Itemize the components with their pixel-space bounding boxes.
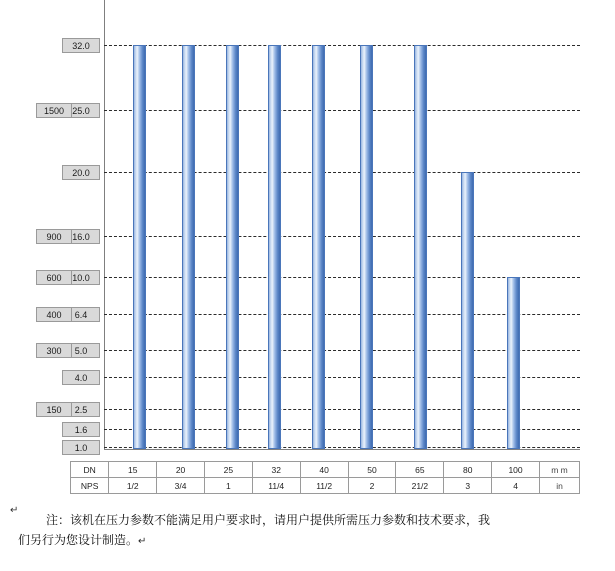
gridline-32 [104, 45, 580, 46]
y-label-1p0: 1.0 [62, 440, 100, 455]
cell-dn-32: 32 [252, 462, 300, 478]
note-line-2: 们另行为您设计制造。 [18, 533, 139, 547]
cell-nps-15: 1/2 [109, 478, 157, 494]
cell-dn-65: 65 [396, 462, 444, 478]
bar-dn15 [133, 45, 146, 449]
cell-dn-50: 50 [348, 462, 396, 478]
bar-dn50 [360, 45, 373, 449]
gridline-16 [104, 236, 580, 237]
y-class-150: 150 [36, 402, 72, 417]
x-axis-line [104, 449, 580, 450]
cell-nps-unit: in [540, 478, 580, 494]
note-line-1: 注：该机在压力参数不能满足用户要求时，请用户提供所需压力参数和技术要求，我 [46, 513, 491, 527]
note-block [18, 510, 598, 552]
cell-dn-40: 40 [300, 462, 348, 478]
bar-dn40 [312, 45, 325, 449]
bar-dn80 [461, 172, 474, 449]
paragraph-mark-icon: ↵ [10, 505, 19, 516]
table-row [71, 462, 580, 478]
cell-nps-100: 4 [492, 478, 540, 494]
bar-dn65 [414, 45, 427, 449]
y-label-1p6: 1.6 [62, 422, 100, 437]
bar-dn25 [226, 45, 239, 449]
cell-dn-100: 100 [492, 462, 540, 478]
table-row [71, 478, 580, 494]
cell-dn-unit: m m [540, 462, 580, 478]
paragraph-mark-icon-2: ↵ [138, 536, 147, 547]
y-label-4: 4.0 [62, 370, 100, 385]
table-row-header-dn: DN [71, 462, 109, 478]
cell-nps-32: 11/4 [252, 478, 300, 494]
cell-nps-25: 1 [204, 478, 252, 494]
cell-nps-40: 11/2 [300, 478, 348, 494]
y-label-32: 32.0 [62, 38, 100, 53]
y-class-400: 400 [36, 307, 72, 322]
y-label-25: 25.0 [62, 103, 100, 118]
y-label-16: 16.0 [62, 229, 100, 244]
dn-nps-table [70, 461, 580, 494]
cell-dn-25: 25 [204, 462, 252, 478]
cell-dn-80: 80 [444, 462, 492, 478]
y-label-5: 5.0 [62, 343, 100, 358]
y-label-2p5: 2.5 [62, 402, 100, 417]
cell-dn-20: 20 [157, 462, 205, 478]
cell-nps-20: 3/4 [157, 478, 205, 494]
y-class-1500: 1500 [36, 103, 72, 118]
cell-nps-50: 2 [348, 478, 396, 494]
gridline-20 [104, 172, 580, 173]
y-label-20: 20.0 [62, 165, 100, 180]
y-label-10: 10.0 [62, 270, 100, 285]
y-axis-line [104, 0, 105, 450]
y-class-900: 900 [36, 229, 72, 244]
y-label-6p4: 6.4 [62, 307, 100, 322]
cell-dn-15: 15 [109, 462, 157, 478]
bar-dn100 [507, 277, 520, 449]
gridline-25 [104, 110, 580, 111]
cell-nps-80: 3 [444, 478, 492, 494]
table-row-header-nps: NPS [71, 478, 109, 494]
y-class-300: 300 [36, 343, 72, 358]
bar-dn20 [182, 45, 195, 449]
bar-dn32 [268, 45, 281, 449]
cell-nps-65: 21/2 [396, 478, 444, 494]
y-class-600: 600 [36, 270, 72, 285]
